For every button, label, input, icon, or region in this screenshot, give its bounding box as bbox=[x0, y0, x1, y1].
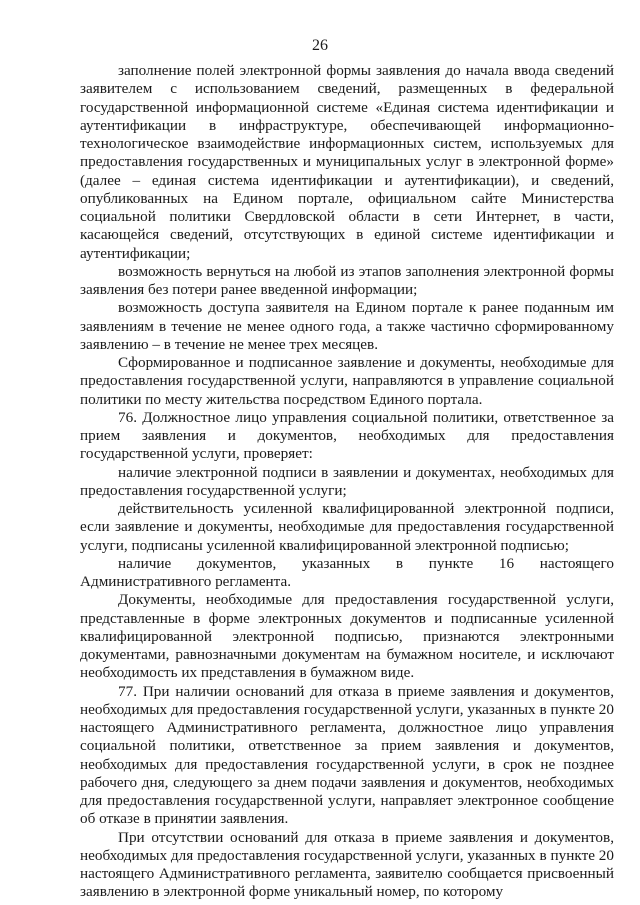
page-number: 26 bbox=[312, 37, 328, 54]
paragraph-no-grounds: При отсутствии оснований для отказа в приеме заявления и документов, необходимых для предоставления государственной услуги, указанных в пункте 20 настоящего Административного регламента, заявителю сообщается присвоенный заявлению в электронной форме уникальный номер, по которому bbox=[80, 828, 614, 901]
paragraph-documents-presence: наличие документов, указанных в пункте 16 настоящего Административного регламента. bbox=[80, 554, 614, 590]
paragraph-return-to-step: возможность вернуться на любой из этапов заполнения электронной формы заявления без потери ранее введенной информации; bbox=[80, 262, 614, 298]
paragraph-76: 76. Должностное лицо управления социальной политики, ответственное за прием заявления и документов, необходимых для предоставления государственной услуги, проверяет: bbox=[80, 408, 614, 463]
paragraph-access-previous: возможность доступа заявителя на Едином портале к ранее поданным им заявлениям в течение не менее одного года, а также частично сформированному заявлению – в течение не менее трех месяцев. bbox=[80, 299, 614, 353]
paragraph-signature-presence: наличие электронной подписи в заявлении и документах, необходимых для предоставления государственной услуги; bbox=[80, 463, 614, 499]
paragraph-77: 77. При наличии оснований для отказа в приеме заявления и документов, необходимых для предоставления государственной услуги, указанных в пункте 20 настоящего Административного регламента, должностное лицо управления социальной политики, ответственное за прием заявления и документов, необходимых для предоставления государственной услуги, в срок не позднее рабочего дня, следующего за днем подачи заявления и документов, необходимых для предоставления государственной услуги, направляет электронное сообщение об отказе в принятии заявления. bbox=[80, 682, 614, 828]
paragraph-submission: Сформированное и подписанное заявление и документы, необходимые для предоставления государственной услуги, направляются в управление социальной политики по месту жительства посредством Единого портала. bbox=[80, 354, 614, 408]
document-body bbox=[80, 62, 614, 902]
paragraph-form-autofill: заполнение полей электронной формы заявления до начала ввода сведений заявителем с использованием сведений, размещенных в федеральной государственной информационной системе «Единая система идентификации и аутентификации в инфраструктуре, обеспечивающей информационно-технологическое взаимодействие информационных систем, используемых для предоставления государственных и муниципальных услуг в электронной форме» (далее – единая система идентификации и аутентификации), и сведений, опубликованных на Едином портале, официальном сайте Министерства социальной политики Свердловской области в сети Интернет, в части, касающейся сведений, отсутствующих в единой системе идентификации и аутентификации; bbox=[80, 62, 614, 262]
paragraph-signature-validity: действительность усиленной квалифицированной электронной подписи, если заявление и документы, необходимые для предоставления государственной услуги, подписаны усиленной квалифицированной электронной подписью; bbox=[80, 500, 614, 554]
paragraph-electronic-documents: Документы, необходимые для предоставления государственной услуги, представленные в форме электронных документов и подписанные усиленной квалифицированной электронной подписью, признаются электронными документами, равнозначными документам на бумажном носителе, и исключают необходимость их представления в бумажном виде. bbox=[80, 591, 614, 682]
